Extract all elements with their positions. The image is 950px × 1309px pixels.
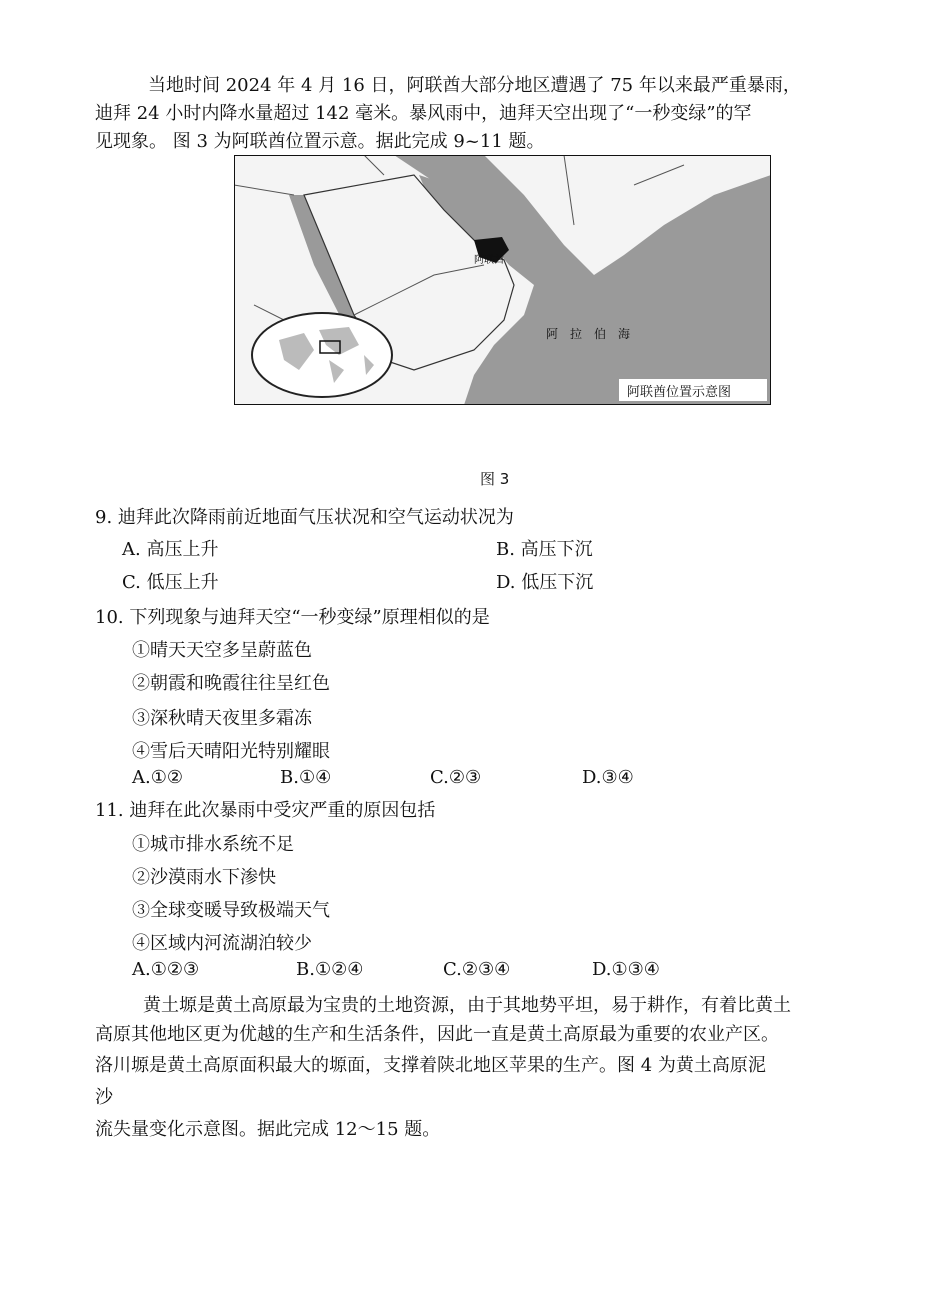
intro2-line5: 流失量变化示意图。据此完成 12～15 题。 <box>95 1119 441 1140</box>
intro2-line2: 高原其他地区更为优越的生产和生活条件，因此一直是黄土高原最为重要的农业产区。 <box>95 1024 779 1045</box>
q10-stem: 10. 下列现象与迪拜天空“一秒变绿”原理相似的是 <box>95 607 490 628</box>
q10-option-b: B.①④ <box>280 767 332 788</box>
uae-location-map <box>234 155 771 405</box>
q9-option-c: C. 低压上升 <box>122 572 219 593</box>
q11-item-4: ④区域内河流湖泊较少 <box>132 933 312 954</box>
q11-option-b: B.①②④ <box>296 959 364 980</box>
q11-item-3: ③全球变暖导致极端天气 <box>132 900 330 921</box>
globe-inset <box>252 313 392 397</box>
q11-item-1: ①城市排水系统不足 <box>132 834 294 855</box>
q10-option-a: A.①② <box>132 767 183 788</box>
q9-stem: 9. 迪拜此次降雨前近地面气压状况和空气运动状况为 <box>95 507 514 528</box>
arabian-sea-label: 阿 拉 伯 海 <box>546 327 631 341</box>
intro2-line1: 黄土塬是黄土高原最为宝贵的土地资源，由于其地势平坦，易于耕作，有着比黄土 <box>143 995 791 1016</box>
q10-option-c: C.②③ <box>430 767 482 788</box>
q9-option-a: A. 高压上升 <box>122 539 219 560</box>
q10-item-1: ①晴天天空多呈蔚蓝色 <box>132 640 312 661</box>
map-legend-title: 阿联酋位置示意图 <box>627 385 732 400</box>
q11-stem: 11. 迪拜在此次暴雨中受灾严重的原因包括 <box>95 800 436 821</box>
q11-option-c: C.②③④ <box>443 959 511 980</box>
q10-item-2: ②朝霞和晚霞往往呈红色 <box>132 673 330 694</box>
uae-label: 阿联酋 <box>474 255 504 266</box>
intro1-line1: 当地时间 2024 年 4 月 16 日，阿联酋大部分地区遭遇了 75 年以来最严重暴雨， <box>148 75 801 96</box>
q10-item-4: ④雪后天晴阳光特别耀眼 <box>132 741 330 762</box>
intro1-line2: 迪拜 24 小时内降水量超过 142 毫米。暴风雨中，迪拜天空出现了“一秒变绿”的罕 <box>95 103 752 124</box>
q11-option-d: D.①③④ <box>592 959 660 980</box>
figure-caption: 图 3 <box>480 470 510 488</box>
q9-option-d: D. 低压下沉 <box>496 572 594 593</box>
q10-item-3: ③深秋晴天夜里多霜冻 <box>132 708 312 729</box>
q10-option-d: D.③④ <box>582 767 634 788</box>
q11-option-a: A.①②③ <box>132 959 200 980</box>
q11-item-2: ②沙漠雨水下渗快 <box>132 867 276 888</box>
q9-option-b: B. 高压下沉 <box>496 539 593 560</box>
intro1-line3: 见现象。 图 3 为阿联酋位置示意。据此完成 9~11 题。 <box>95 131 545 152</box>
intro2-line4: 沙 <box>95 1087 113 1108</box>
intro2-line3: 洛川塬是黄土高原面积最大的塬面，支撑着陕北地区苹果的生产。图 4 为黄土高原泥 <box>95 1055 766 1076</box>
